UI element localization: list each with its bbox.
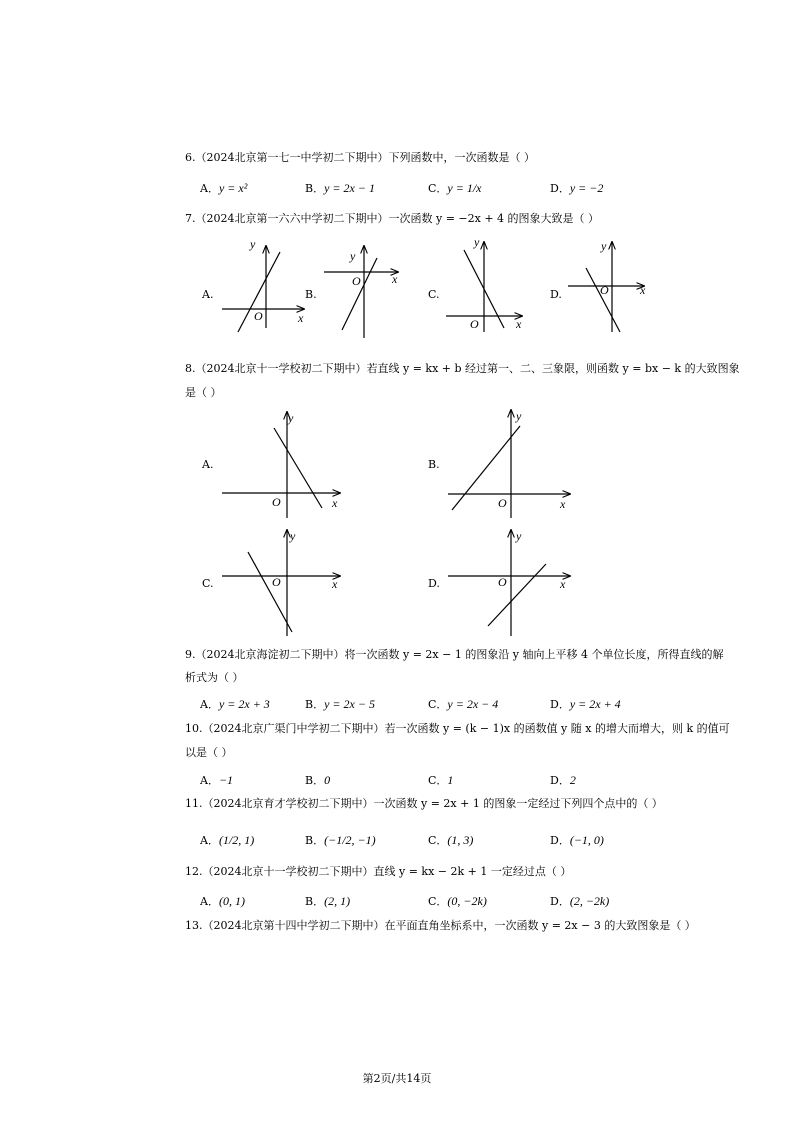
q7-graph-c bbox=[444, 235, 529, 333]
q8-graph-d bbox=[446, 528, 576, 638]
q10-option-d[interactable]: D．2 bbox=[550, 773, 576, 787]
q7-graph-b bbox=[322, 240, 407, 340]
q11-stem: 11.（2024北京育才学校初二下期中）一次函数 y = 2x + 1 的图象一定经过下列四个点中的（ ） bbox=[185, 797, 663, 810]
y-axis-label: y bbox=[474, 235, 480, 249]
q10-stem-line2: 以是（ ） bbox=[185, 746, 233, 759]
x-axis-label: x bbox=[640, 283, 646, 297]
origin-label: O bbox=[498, 575, 507, 589]
x-axis-label: x bbox=[298, 311, 304, 325]
origin-label: O bbox=[254, 309, 263, 323]
origin-label: O bbox=[272, 575, 281, 589]
q7-option-c-label[interactable]: C. bbox=[428, 288, 440, 301]
q7-option-d-label[interactable]: D. bbox=[550, 288, 562, 301]
q12-option-b[interactable]: B．(2, 1) bbox=[305, 894, 351, 908]
q11-option-b[interactable]: B．(−1/2, −1) bbox=[305, 833, 376, 847]
q9-option-c[interactable]: C．y = 2x − 4 bbox=[428, 697, 499, 711]
x-axis-label: x bbox=[392, 272, 398, 286]
q12-option-c[interactable]: C．(0, −2k) bbox=[428, 894, 487, 908]
y-axis-label: y bbox=[516, 529, 522, 543]
q11-option-a[interactable]: A．(1/2, 1) bbox=[200, 833, 255, 847]
q6-stem: 6.（2024北京第一七一中学初二下期中）下列函数中，一次函数是（ ） bbox=[185, 151, 535, 164]
q10-option-c[interactable]: C．1 bbox=[428, 773, 454, 787]
origin-label: O bbox=[600, 283, 609, 297]
q7-graph-a bbox=[218, 237, 313, 330]
q10-stem-line1: 10.（2024北京广渠门中学初二下期中）若一次函数 y = (k − 1)x 的函数值 y 随 x 的增大而增大，则 k 的值可 bbox=[185, 722, 730, 735]
y-axis-label: y bbox=[250, 237, 256, 251]
q8-graph-c bbox=[220, 528, 345, 638]
q6-option-b[interactable]: B．y = 2x − 1 bbox=[305, 181, 375, 195]
page-footer: 第2页/共14页 bbox=[362, 1072, 432, 1085]
q8-option-d-label[interactable]: D. bbox=[428, 577, 440, 590]
origin-label: O bbox=[470, 317, 479, 331]
q7-option-a-label[interactable]: A. bbox=[202, 288, 214, 301]
q8-option-c-label[interactable]: C. bbox=[202, 577, 214, 590]
x-axis-label: x bbox=[560, 497, 566, 511]
q8-option-b-label[interactable]: B. bbox=[428, 458, 440, 471]
q9-option-b[interactable]: B．y = 2x − 5 bbox=[305, 697, 375, 711]
q6-option-a[interactable]: A．y = x² bbox=[200, 181, 248, 195]
q9-stem-line2: 析式为（ ） bbox=[185, 671, 244, 684]
q7-option-b-label[interactable]: B. bbox=[305, 288, 317, 301]
q7-stem: 7.（2024北京第一六六中学初二下期中）一次函数 y = −2x + 4 的图象大致是（ ） bbox=[185, 212, 600, 225]
q12-option-d[interactable]: D．(2, −2k) bbox=[550, 894, 610, 908]
y-axis-label: y bbox=[288, 411, 294, 425]
q9-option-d[interactable]: D．y = 2x + 4 bbox=[550, 697, 621, 711]
x-axis-label: x bbox=[516, 317, 522, 331]
q11-option-c[interactable]: C．(1, 3) bbox=[428, 833, 474, 847]
q11-option-d[interactable]: D．(−1, 0) bbox=[550, 833, 604, 847]
q8-stem-line1: 8.（2024北京十一学校初二下期中）若直线 y = kx + b 经过第一、二、三象限，则函数 y = bx − k 的大致图象 bbox=[185, 362, 740, 375]
y-axis-label: y bbox=[601, 239, 607, 253]
y-axis-label: y bbox=[350, 249, 356, 263]
origin-label: O bbox=[352, 274, 361, 288]
q9-stem-line1: 9.（2024北京海淀初二下期中）将一次函数 y = 2x − 1 的图象沿 y 轴向上平移 4 个单位长度，所得直线的解 bbox=[185, 648, 724, 661]
q8-graph-b bbox=[446, 408, 576, 520]
x-axis-label: x bbox=[332, 496, 338, 510]
q8-option-a-label[interactable]: A. bbox=[202, 458, 214, 471]
q10-option-b[interactable]: B．0 bbox=[305, 773, 331, 787]
q8-graph-a bbox=[220, 410, 345, 520]
q7-graph-d bbox=[568, 238, 653, 333]
x-axis-label: x bbox=[560, 577, 566, 591]
q13-stem: 13.（2024北京第十四中学初二下期中）在平面直角坐标系中，一次函数 y = 2x − 3 的大致图象是（ ） bbox=[185, 919, 696, 932]
q12-stem: 12.（2024北京十一学校初二下期中）直线 y = kx − 2k + 1 一定经过点（ ） bbox=[185, 865, 572, 878]
x-axis-label: x bbox=[332, 577, 338, 591]
origin-label: O bbox=[272, 495, 281, 509]
q6-option-d[interactable]: D．y = −2 bbox=[550, 181, 604, 195]
q10-option-a[interactable]: A．−1 bbox=[200, 773, 234, 787]
y-axis-label: y bbox=[290, 529, 296, 543]
q6-option-c[interactable]: C．y = 1/x bbox=[428, 181, 482, 195]
origin-label: O bbox=[498, 496, 507, 510]
q8-stem-line2: 是（ ） bbox=[185, 386, 222, 399]
q9-option-a[interactable]: A．y = 2x + 3 bbox=[200, 697, 270, 711]
q12-option-a[interactable]: A．(0, 1) bbox=[200, 894, 245, 908]
y-axis-label: y bbox=[516, 409, 522, 423]
